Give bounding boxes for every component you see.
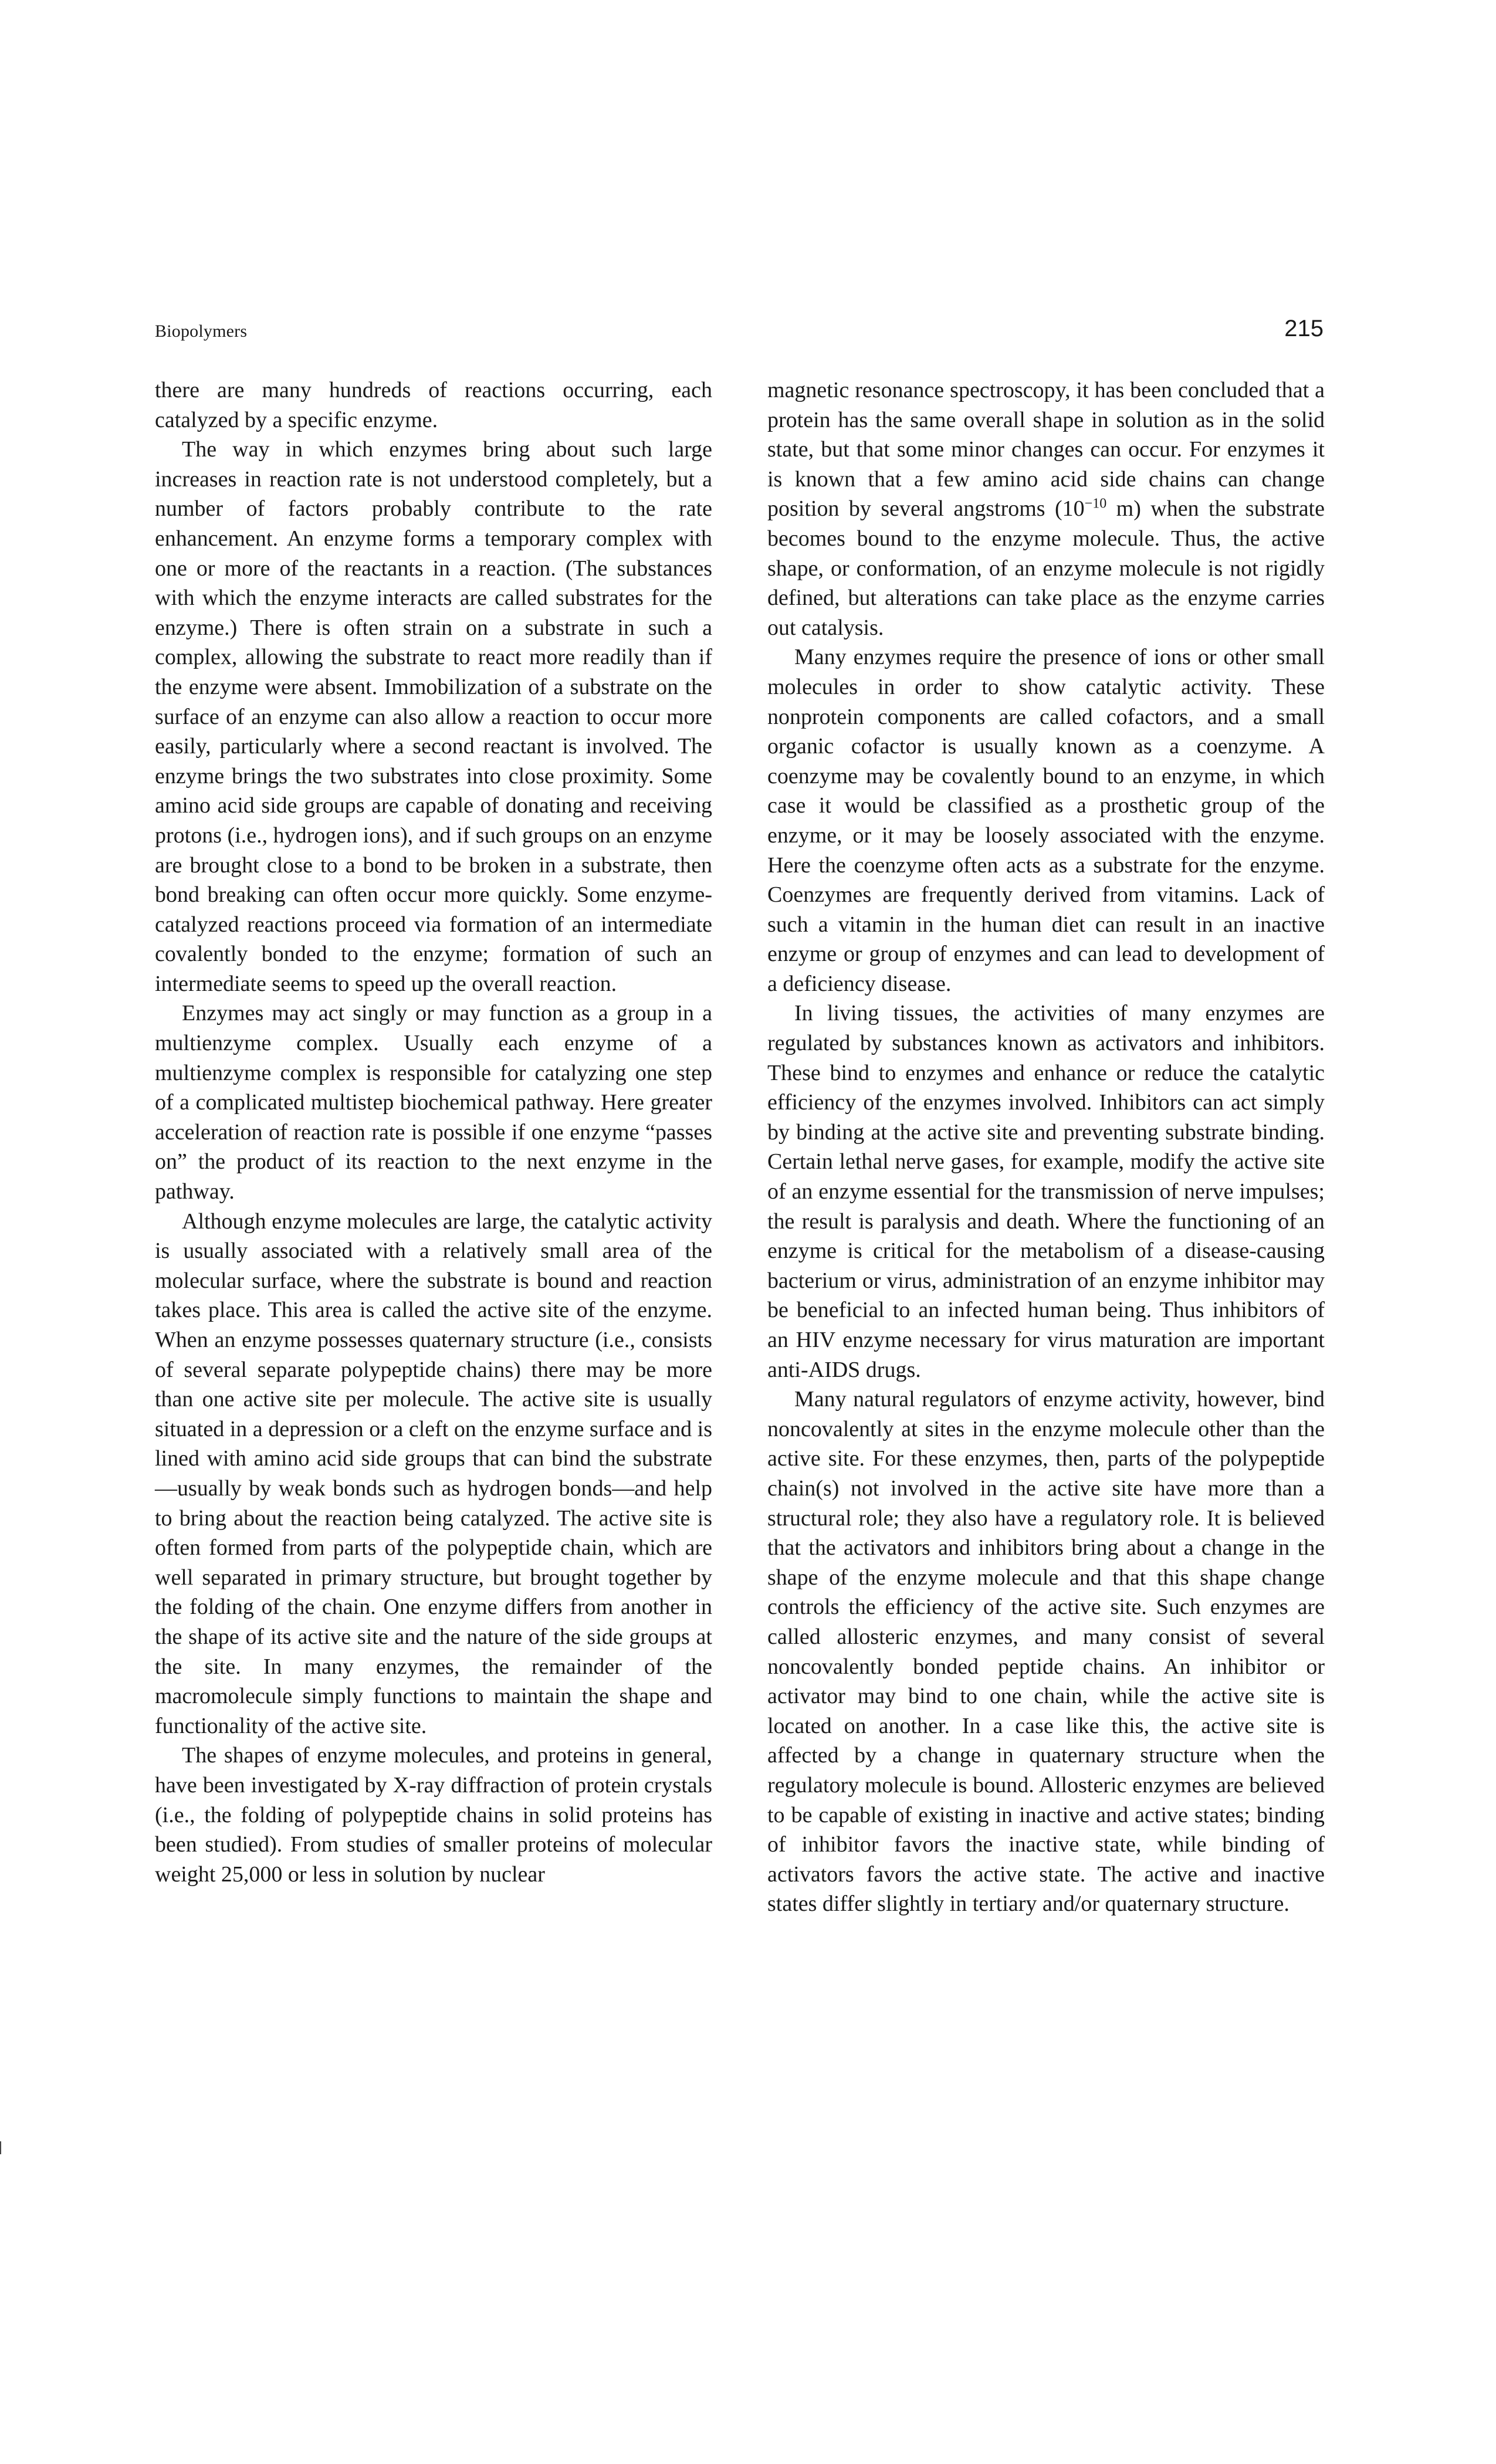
right-paragraph-2: Many enzymes require the presence of ions or other small molecules in order to show catalytic activity. These nonprotein components are called cofactors, and a small organic cofactor is usually known as a coenzyme. A coenzyme may be covalently bound to an enzyme, in which case it would be classified as a prosthetic group of the enzyme, or it may be loosely associated with the enzyme. Here the coenzyme often acts as a substrate for the enzyme. Coenzymes are frequently derived from vitamins. Lack of such a vitamin in the human diet can result in an inactive enzyme or group of enzymes and can lead to development of a deficiency disease.: [767, 645, 1325, 996]
left-paragraph-2: The way in which enzymes bring about such large increases in reaction rate is not understood completely, but a number of factors probably contribute to the rate enhancement. An enzyme forms a temporary complex with one or more of the reactants in a reaction. (The substances with which the enzyme interacts are called substrates for the enzyme.) There is often strain on a substrate in such a complex, allowing the substrate to react more readily than if the enzyme were absent. Immobilization of a substrate on the surface of an enzyme can also allow a reaction to occur more easily, particularly where a second reactant is involved. The enzyme brings the two substrates into close proximity. Some amino acid side groups are capable of donating and receiving protons (i.e., hydrogen ions), and if such groups on an enzyme are brought close to a bond to be broken in a substrate, then bond breaking can often occur more quickly. Some enzyme-catalyzed reactions proceed via formation of an intermediate covalently bonded to the enzyme; formation of such an intermediate seems to speed up the overall reaction.: [155, 437, 712, 996]
margin-mark: [0, 2141, 1, 2154]
right-paragraph-3: In living tissues, the activities of many enzymes are regulated by substances known as activators and inhibitors. These bind to enzymes and enhance or reduce the catalytic efficiency of the enzymes involved. Inhibitors can act simply by binding at the active site and preventing substrate binding. Certain lethal nerve gases, for example, modify the active site of an enzyme essential for the transmission of nerve impulses; the result is paralysis and death. Where the functioning of an enzyme is critical for the metabolism of a disease-causing bacterium or virus, administration of an enzyme inhibitor may be beneficial to an infected human being. Thus inhibitors of an HIV enzyme necessary for virus maturation are important anti-AIDS drugs.: [767, 1001, 1325, 1382]
left-column: [155, 375, 712, 1889]
page-number: 215: [1284, 316, 1324, 341]
exponent: −10: [1084, 496, 1107, 512]
left-paragraph-3: Enzymes may act singly or may function as a group in a multienzyme complex. Usually each enzyme of a multienzyme complex is responsible for catalyzing one step of a complicated multistep biochemical pathway. Here greater acceleration of reaction rate is possible if one enzyme “passes on” the product of its reaction to the next enzyme in the pathway.: [155, 1001, 712, 1204]
right-paragraph-1-text-a: magnetic resonance spectroscopy, it has been concluded that a protein has the same overall shape in solution as in the solid state, but that some minor changes can occur. For enzymes it is known that a few amino acid side chains can change position by several angstroms (10: [767, 378, 1325, 522]
right-paragraph-1-text-b: m) when the substrate becomes bound to the enzyme molecule. Thus, the active shape, or conformation, of an enzyme molecule is not rigidly defined, but alterations can take place as the enzyme carries out catalysis.: [767, 496, 1325, 640]
left-paragraph-4: Although enzyme molecules are large, the catalytic activity is usually associated with a relatively small area of the molecular surface, where the substrate is bound and reaction takes place. This area is called the active site of the enzyme. When an enzyme possesses quaternary structure (i.e., consists of several separate polypeptide chains) there may be more than one active site per molecule. The active site is usually situated in a depression or a cleft on the enzyme surface and is lined with amino acid side groups that can bind the substrate—usually by weak bonds such as hydrogen bonds—and help to bring about the reaction being catalyzed. The active site is often formed from parts of the polypeptide chain, which are well separated in primary structure, but brought together by the folding of the chain. One enzyme differs from another in the shape of its active site and the nature of the side groups at the site. In many enzymes, the remainder of the macromolecule simply functions to maintain the shape and functionality of the active site.: [155, 1209, 712, 1738]
left-paragraph-1: there are many hundreds of reactions occurring, each catalyzed by a specific enzyme.: [155, 378, 712, 432]
right-paragraph-4: Many natural regulators of enzyme activity, however, bind noncovalently at sites in the enzyme molecule other than the active site. For these enzymes, then, parts of the polypeptide chain(s) not involved in the active site have more than a structural role; they also have a regulatory role. It is believed that the activators and inhibitors bring about a change in the shape of the enzyme molecule and that this shape change controls the efficiency of the active site. Such enzymes are called allosteric enzymes, and many consist of several noncovalently bonded peptide chains. An inhibitor or activator may bind to one chain, while the active site is located on another. In a case like this, the active site is affected by a change in quaternary structure when the regulatory molecule is bound. Allosteric enzymes are believed to be capable of existing in inactive and active states; binding of inhibitor favors the inactive state, while binding of activators favors the active state. The active and inactive states differ slightly in tertiary and/or quaternary structure.: [767, 1387, 1325, 1917]
right-column: [767, 375, 1325, 1919]
right-paragraph-1: [767, 375, 1325, 642]
running-head: Biopolymers: [155, 321, 248, 341]
left-paragraph-5: The shapes of enzyme molecules, and proteins in general, have been investigated by X-ray diffraction of protein crystals (i.e., the folding of polypeptide chains in solid proteins has been studied). From studies of smaller proteins of molecular weight 25,000 or less in solution by nuclear: [155, 1743, 712, 1887]
